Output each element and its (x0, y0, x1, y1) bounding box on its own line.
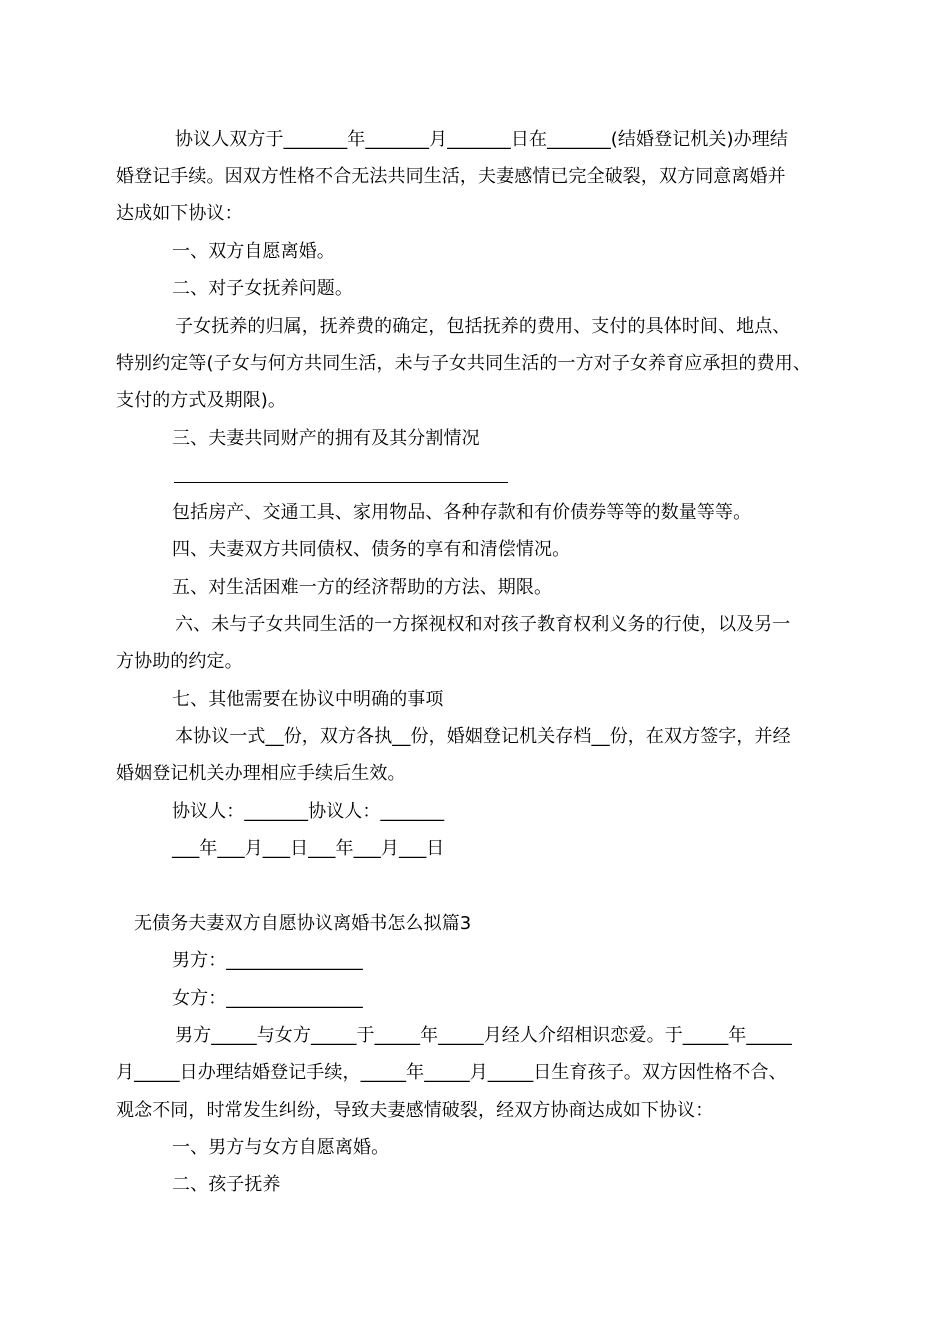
list-item: 二、孩子抚养 (172, 1174, 281, 1195)
paragraph-line: 男方_____与女方_____于_____年_____月经人介绍相识恋爱。于_____年_____ (175, 1025, 792, 1046)
list-item: 一、男方与女方自愿离婚。 (172, 1137, 390, 1158)
section-title: 无债务夫妻双方自愿协议离婚书怎么拟篇3 (134, 913, 472, 934)
paragraph-line: 月_____日办理结婚登记手续，_____年_____月_____日生育孩子。双方因性格不合、 (116, 1062, 787, 1083)
male-party-field: 男方：_______________ (172, 950, 363, 971)
paragraph-line: 婚登记手续。因双方性格不合无法共同生活，夫妻感情已完全破裂，双方同意离婚并 (116, 166, 786, 187)
signature-line: 协议人：_______协议人：_______ (172, 801, 445, 822)
paragraph-line: 特别约定等(子女与何方共同生活，未与子女共同生活的一方对子女养育应承担的费用、 (116, 353, 811, 374)
list-item: 六、未与子女共同生活的一方探视权和对孩子教育权利义务的行使，以及另一 (175, 614, 791, 635)
list-item: 一、双方自愿离婚。 (172, 241, 335, 262)
paragraph-line: 方协助的约定。 (116, 651, 243, 672)
blank-fill-line (174, 482, 508, 483)
date-line: ___年___月___日___年___月___日 (172, 838, 445, 859)
list-item: 五、对生活困难一方的经济帮助的方法、期限。 (172, 577, 553, 598)
paragraph-line: 包括房产、交通工具、家用物品、各种存款和有价债券等等的数量等等。 (172, 502, 752, 523)
paragraph-line: 子女抚养的归属，抚养费的确定，包括抚养的费用、支付的具体时间、地点、 (175, 316, 791, 337)
list-item: 三、夫妻共同财产的拥有及其分割情况 (172, 428, 480, 449)
paragraph-line: 达成如下协议： (116, 203, 243, 224)
female-party-field: 女方：_______________ (172, 988, 363, 1009)
list-item: 四、夫妻双方共同债权、债务的享有和清偿情况。 (172, 539, 571, 560)
paragraph-line: 协议人双方于_______年_______月_______日在_______(结婚登记机关)办理结 (175, 129, 788, 150)
list-item: 二、对子女抚养问题。 (172, 278, 353, 299)
paragraph-line: 支付的方式及期限)。 (116, 390, 287, 411)
paragraph-line: 本协议一式__份，双方各执__份，婚姻登记机关存档__份，在双方签字，并经 (175, 726, 791, 747)
list-item: 七、其他需要在协议中明确的事项 (172, 689, 444, 710)
paragraph-line: 婚姻登记机关办理相应手续后生效。 (116, 763, 406, 784)
paragraph-line: 观念不同，时常发生纠纷，导致夫妻感情破裂，经双方协商达成如下协议： (116, 1100, 714, 1121)
